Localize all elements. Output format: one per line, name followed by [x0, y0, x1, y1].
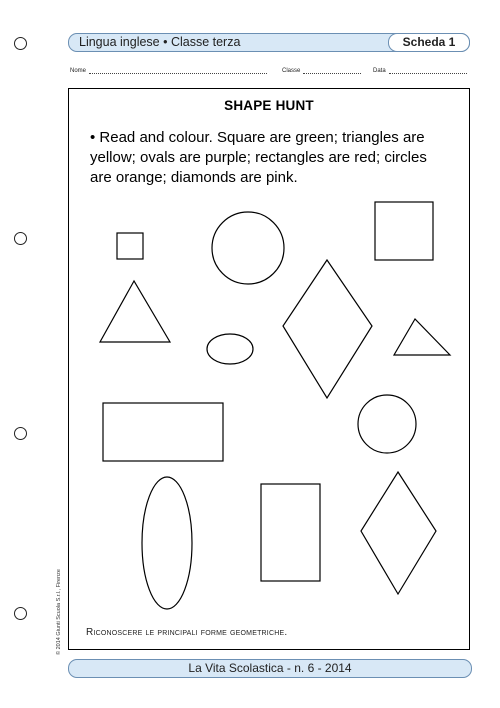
shape-square-large [375, 202, 433, 260]
worksheet-instruction: • Read and colour. Square are green; triangles are yellow; ovals are purple; rectangles are red; circles are orange; diamonds are pink. [90, 129, 427, 186]
name-label: Nome [70, 68, 87, 74]
shape-oval-tall [142, 477, 192, 609]
date-label: Data [373, 68, 386, 74]
shape-diamond-small [361, 472, 436, 594]
shape-oval-small [207, 334, 253, 364]
shape-triangle-small [394, 319, 450, 355]
subject-label: Lingua inglese • Classe terza [79, 35, 241, 49]
sheet-number: Scheda 1 [388, 33, 470, 52]
copyright-notice: © 2014 Giunti Scuola S.r.l., Firenze [56, 569, 62, 655]
shape-circle-large [212, 212, 284, 284]
shape-rectangle-wide [103, 403, 223, 461]
shape-rectangle-tall [261, 484, 320, 581]
shape-square-small [117, 233, 143, 259]
shape-diamond-large [283, 260, 372, 398]
shape-circle-small [358, 395, 416, 453]
shape-triangle-large [100, 281, 170, 342]
class-label: Classe [282, 68, 301, 74]
learning-objective: Riconoscere le principali forme geometriche. [86, 627, 288, 638]
footer-bar: La Vita Scolastica - n. 6 - 2014 [68, 659, 472, 678]
worksheet-title: SHAPE HUNT [224, 98, 314, 113]
